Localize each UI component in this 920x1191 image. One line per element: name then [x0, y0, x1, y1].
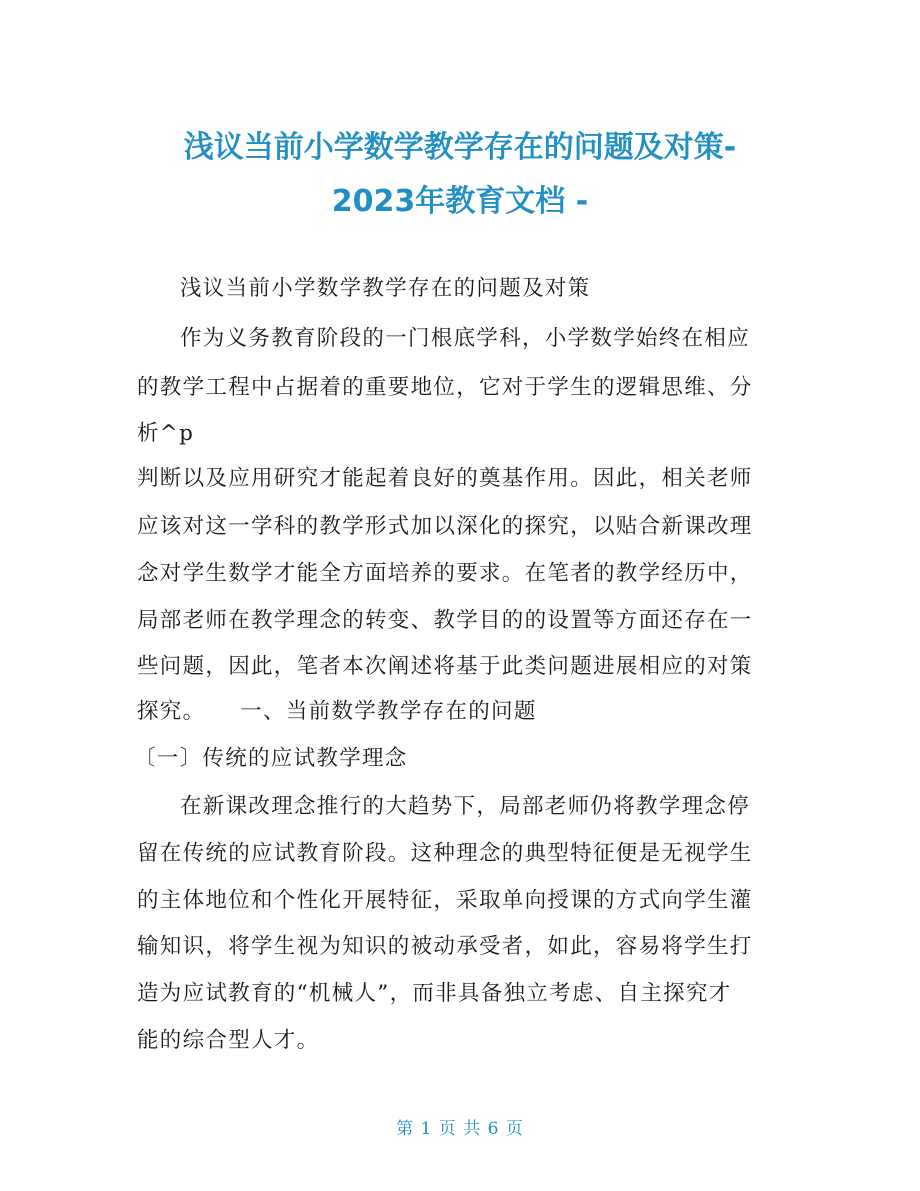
body-text-line: 的教学工程中占据着的重要地位，它对于学生的逻辑思维、分 [137, 375, 753, 400]
body-text-line: 判断以及应用研究才能起着良好的奠基作用。因此，相关老师 [137, 466, 753, 491]
page-indicator: 第 1 页 共 6 页 [396, 1119, 524, 1139]
body-text-line: 探究。 一、当前数学教学存在的问题 [137, 699, 537, 724]
subtitle-paragraph: 浅议当前小学数学教学存在的问题及对策 [180, 276, 591, 301]
body-text-line: 析^p [137, 421, 195, 446]
section-heading: 〔一〕传统的应试教学理念 [134, 746, 408, 771]
body-text-line: 些问题，因此，笔者本次阐述将基于此类问题进展相应的对策 [137, 654, 753, 679]
body-text-line: 局部老师在教学理念的转变、教学目的的设置等方面还存在一 [137, 608, 753, 633]
body-text-line: 在新课改理念推行的大趋势下，局部老师仍将教学理念停 [180, 794, 751, 819]
body-text-line: 输知识，将学生视为知识的被动承受者，如此，容易将学生打 [137, 934, 753, 959]
body-text-line: 的主体地位和个性化开展特征，采取单向授课的方式向学生灌 [137, 888, 753, 913]
body-text-line: 造为应试教育的“机械人”，而非具备独立考虑、自主探究才 [137, 981, 732, 1006]
document-title-line-2: 2023年教育文档 - [331, 184, 589, 219]
body-text-line: 念对学生数学才能全方面培养的要求。在笔者的教学经历中， [137, 561, 753, 586]
body-text-line: 作为义务教育阶段的一门根底学科，小学数学始终在相应 [180, 326, 751, 351]
body-text-line: 应该对这一学科的教学形式加以深化的探究，以贴合新课改理 [137, 514, 753, 539]
body-text-line: 留在传统的应试教育阶段。这种理念的典型特征便是无视学生 [137, 841, 753, 866]
document-title-line-1: 浅议当前小学数学教学存在的问题及对策- [183, 130, 737, 165]
body-text-line: 能的综合型人才。 [137, 1028, 320, 1053]
